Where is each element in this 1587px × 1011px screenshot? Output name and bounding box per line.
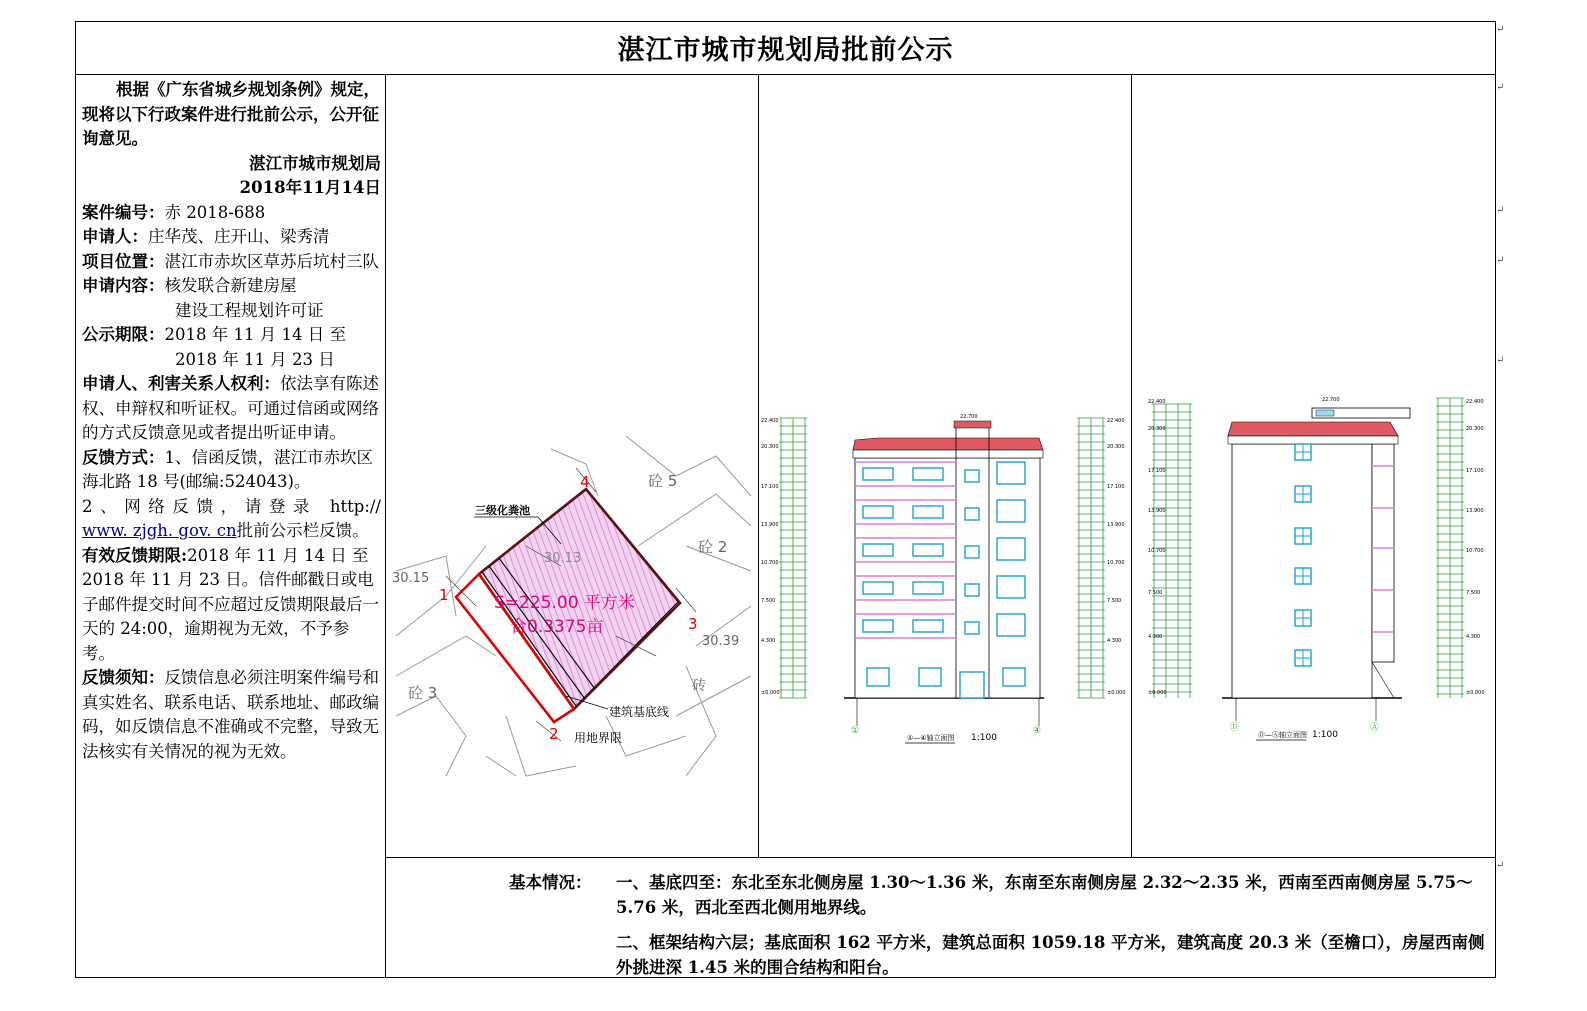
elevation-point-1: 30.15 [392,571,430,586]
level-label: 13.900 [1148,508,1166,514]
roof-window [1316,410,1334,416]
feedback-web-text: 2、网络反馈，请登录 http:// [82,496,381,516]
map-label-brick: 砖 [692,678,706,694]
level-label: 10.700 [1107,560,1125,566]
map-label-z2: 砼 2 [698,538,728,556]
case-number-label: 案件编号： [82,202,165,222]
feedback-label: 反馈方式： [82,447,165,467]
drawing-scale: 1:100 [1312,730,1338,740]
applicant-label: 申请人： [82,227,148,246]
drawing-caption: ①—④轴立面图 [907,734,955,742]
site-plan-drawing [386,76,758,857]
elevation-drawing-d-a [1132,76,1495,857]
level-label: ±0.000 [1466,690,1485,696]
map-label-z3: 砼 3 [408,684,438,702]
level-label: 13.900 [1107,522,1125,528]
basic-info-section [387,858,1495,976]
paragraph-mark: ↵ [1496,355,1505,366]
axis-marker-right: Ⓐ [1370,723,1380,733]
level-label: 22.400 [1107,418,1125,424]
roof-cornice [1228,436,1398,444]
level-label: 17.100 [761,484,779,490]
period-value-1: 2018 年 11 月 14 日 至 [164,325,346,344]
level-label: 20.300 [1466,426,1484,432]
period-label: 公示期限： [82,325,165,344]
level-label: ±0.000 [761,690,780,696]
level-label: 10.700 [1466,548,1484,554]
issuer-name: 湛江市城市规划局 [249,153,381,173]
intro-text: 根据《广东省城乡规划条例》规定，现将以下行政案件进行批前公示，公开征询意见。 [82,80,380,148]
level-label: 22.400 [1148,399,1166,405]
septic-tank-label: 三级化粪池 [475,504,530,517]
basic-info-paragraph-2: 二、框架结构六层；基底面积 162 平方米，建筑总面积 1059.18 平方米，建筑高度 20.3 米（至檐口），房屋西南侧外挑进深 1.45 米的围合结构和阳台。 [616,933,1485,977]
period-row [82,323,381,348]
level-label: 13.900 [1466,508,1484,514]
paragraph-mark: ↵ [1496,24,1505,35]
period-value-2: 2018 年 11 月 23 日 [175,349,335,369]
rights-label: 申请人、利害关系人权利： [82,374,280,393]
point-3-label: 3 [688,615,698,633]
level-label: 4.300 [1466,634,1481,640]
level-label: 4.300 [1148,634,1163,640]
stair-roof [954,421,991,428]
content-value-2: 建设工程规划许可证 [175,300,324,320]
elevation-point-3: 30.39 [702,634,740,649]
deadline-label: 有效反馈期限: [82,545,188,565]
rights-row [82,372,381,446]
area-mu-text: 合0.3375亩 [510,617,604,637]
level-label: ±0.000 [1107,690,1126,696]
drawing-caption: Ⓓ—Ⓐ轴立面图 [1258,731,1307,739]
axis-marker-right: ④ [1033,726,1042,736]
drawing-scale: 1:100 [971,733,997,743]
roof-eave [853,438,1043,450]
level-label: 22.400 [761,418,779,424]
paragraph-mark: ↵ [1496,82,1505,93]
content-row [82,274,381,299]
notice-text-column [82,78,381,764]
level-label: 10.700 [1148,548,1166,554]
issue-date: 2018年11月14日 [239,178,381,197]
deadline-row [82,544,381,667]
notice-row [82,666,381,764]
applicant-row [82,225,381,250]
level-label: 7.500 [761,598,776,604]
balcony-side [1372,444,1394,662]
location-label: 项目位置： [82,251,165,271]
level-label: 4.300 [761,638,776,644]
right-dimension-column [1438,398,1462,698]
applicant-value: 庄华茂、庄开山、梁秀清 [148,227,330,246]
level-label: 13.900 [761,522,779,528]
level-label: 4.300 [1107,638,1122,644]
feedback-row [82,446,381,495]
base-line-label: 建筑基底线 [609,705,670,719]
basic-info-paragraph-1: 一、基底四至：东北至东北侧房屋 1.30～1.36 米，东南至东南侧房屋 2.32～2.35 米，西南至西南侧房屋 5.75～5.76 米，西北至西北侧用地界线。 [616,873,1473,917]
elevation-point-2: 30.13 [544,551,582,566]
level-label: 7.500 [1466,590,1481,596]
top-dimension: 22.700 [1322,397,1340,403]
level-label: 7.500 [1107,598,1122,604]
deadline-value: 2018 年 11 月 14 日 至 2018 年 11 月 23 日。信件邮戳日或电子邮件提交时间不应超过反馈期限最后一天的 24:00，逾期视为无效，不予参考。 [82,545,379,663]
left-dimension-column [781,418,805,698]
location-value: 湛江市赤坎区草苏后坑村三队 [164,251,379,271]
content-value-1: 核发联合新建房屋 [164,276,297,295]
axis-marker-left: Ⓓ [1230,723,1240,733]
level-label: 10.700 [761,560,779,566]
building-body [1232,444,1372,698]
case-number-row [82,201,381,226]
top-dimension: 22.700 [960,414,978,420]
axis-marker-left: ① [851,726,860,736]
case-number-value: 赤 2018-688 [164,202,266,222]
rights-value: 依法享有陈述权、申辩权和听证权。可通过信函或网络的方式反馈意见或者提出听证申请。 [82,374,379,442]
paragraph-mark: ↵ [1496,255,1505,266]
roof-eave [1228,422,1398,436]
level-label: 17.100 [1148,468,1166,474]
level-label: 20.300 [761,444,779,450]
feedback-mail: 1、信函反馈，湛江市赤坎区海北路 18 号(邮编:524043)。 [82,447,373,491]
area-text: S=225.00 平方米 [494,593,635,613]
roof-cornice [853,450,1043,458]
map-label-z5: 砼 5 [648,472,678,490]
point-4-label: 4 [580,473,590,491]
notice-value: 反馈信息必须注明案件编号和真实姓名、联系电话、联系地址、邮政编码，如反馈信息不准确或不完整，导致无法核实有关情况的视为无效。 [82,668,379,761]
point-2-label: 2 [549,725,559,743]
basic-info-label: 基本情况： [509,873,592,892]
feedback-web-row [82,495,381,544]
level-label: 20.300 [1148,426,1166,432]
level-label: 17.100 [1107,484,1125,490]
website-link[interactable]: www. zjgh. gov. cn [82,521,237,540]
level-label: 20.300 [1107,444,1125,450]
paragraph-mark: ↵ [1496,860,1505,871]
paragraph-mark: ↵ [1496,205,1505,216]
level-label: ±0.000 [1148,690,1167,696]
level-label: 7.500 [1148,590,1163,596]
building-body [855,458,1040,698]
notice-label: 反馈须知： [82,668,165,687]
location-row [82,250,381,275]
level-label: 17.100 [1466,468,1484,474]
feedback-web-suffix: 批前公示栏反馈。 [236,521,369,540]
boundary-label: 用地界限 [574,731,623,745]
content-label: 申请内容： [82,276,165,295]
elevation-drawing-1-4 [759,76,1131,857]
right-dimension-column [1079,418,1103,698]
balcony-support [1372,662,1394,698]
point-1-label: 1 [439,586,449,604]
level-label: 22.400 [1466,399,1484,405]
page-title: 湛江市城市规划局批前公示 [75,21,1496,75]
